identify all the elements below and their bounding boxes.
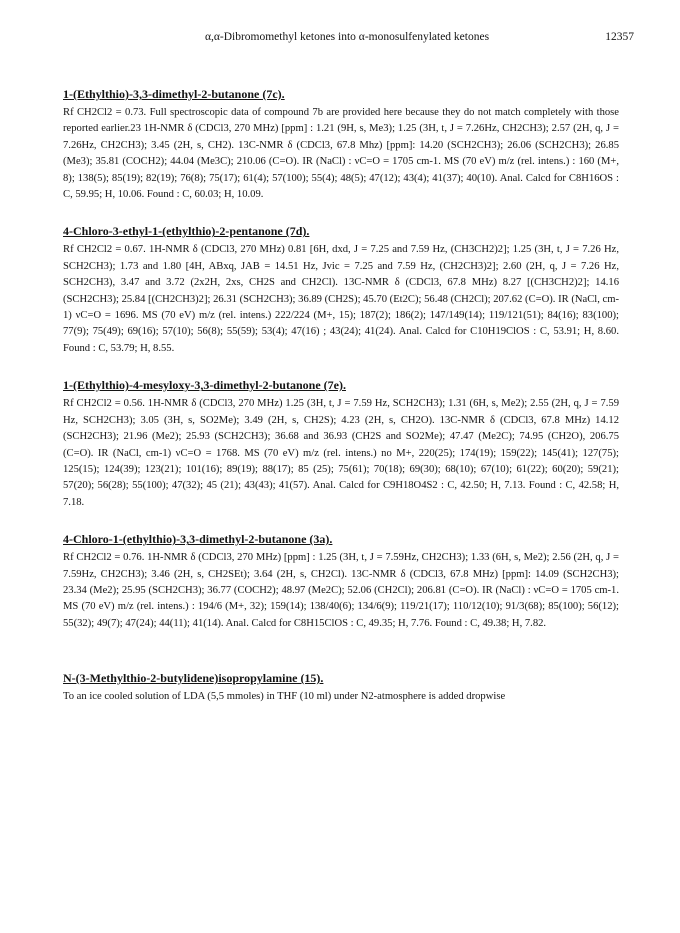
compound-heading: N-(3-Methylthio-2-butylidene)isopropylamine (15). [63,671,324,686]
page-number: 12357 [605,31,634,43]
experimental-body [63,86,619,726]
compound-heading: 1-(Ethylthio)-3,3-dimethyl-2-butanone (7c). [63,87,285,101]
compound-data-paragraph: Rf CH2Cl2 = 0.73. Full spectroscopic data of compound 7b are provided here because they do not match completely with those reported earlier.23 1H-NMR δ (CDCl3, 270 MHz) [ppm] : 1.21 (9H, s, Me3); 1.25 (3H, t, J = 7.26Hz, CH2CH3); 2.57 (2H, q, J = 7.26Hz, CH2CH3); 3.45 (2H, s, CH2). 13C-NMR δ (CDCl3, 67.8 Mhz) [ppm]: 14.20 (SCH2CH3); 26.06 (SCH2CH3); 26.85 (Me3); 35.81 (COCH2); 44.04 (Me3C); 210.06 (C=O). IR (NaCl) : νC=O = 1705 cm-1. MS (70 eV) m/z (rel. intens.) : 160 (M+, 8); 138(5); 85(19); 82(19); 76(8); 75(17); 61(4); 57(100); 55(4); 48(5); 47(12); 43(4); 41(37); 40(10). Anal. Calcd for C8H16OS : C, 59.95; H, 10.06. Found : C, 60.03; H, 10.09. [63,107,619,201]
compound-data-paragraph: Rf CH2Cl2 = 0.67. 1H-NMR δ (CDCl3, 270 MHz) 0.81 [6H, dxd, J = 7.25 and 7.59 Hz, (CH3CH2)2]; 1.25 (3H, t, J = 7.26 Hz, SCH2CH3); 1.73 and 1.80 [4H, ABxq, JAB = 14.51 Hz, Jvic = 7.25 and 7.59 Hz, (CH2CH3)2]; 2.60 (2H, q, J = 7.26 Hz, SCH2CH3), 3.47 and 3.72 (2x2H, 2xs, CH2S and CH2Cl). 13C-NMR δ (CDCl3, 67.8 MHz) 8.27 [(CH3CH2)2]; 14.16 (SCH2CH3); 25.84 [(CH2CH3)2]; 26.31 (SCH2CH3); 36.89 (CH2S); 45.70 (Et2C); 56.48 (CH2Cl); 207.62 (C=O). IR (NaCl, cm-1) νC=O = 1696. MS (70 eV) m/z (rel. intens.) 222/224 (M+, 15); 187(2); 186(2); 147/149(14); 119/121(51); 84(16); 83(100); 77(9); 75(49); 69(16); 57(10); 56(8); 55(59); 53(4); 47(16) ; 43(24); 41(24). Anal. Calcd for C10H19ClOS : C, 53.91; H, 8.60. Found : C, 53.79; H, 8.55. [63,244,619,354]
compound-entry-7d [63,223,619,357]
compound-data-paragraph: Rf CH2Cl2 = 0.76. 1H-NMR δ (CDCl3, 270 MHz) [ppm] : 1.25 (3H, t, J = 7.59Hz, CH2CH3); 1.33 (6H, s, Me2); 2.56 (2H, q, J = 7.59Hz, CH2CH3); 3.46 (2H, s, CH2SEt); 3.64 (2H, s, CH2Cl). 13C-NMR δ (CDCl3, 67.8 MHz) [ppm]: 14.09 (SCH2CH3); 23.34 (Me2); 25.95 (SCH2CH3); 36.77 (COCH2); 48.97 (Me2C); 52.06 (CH2Cl); 206.81 (C=O). IR (NaCl) : νC=O = 1705 cm-1. MS (70 eV) m/z (rel. intens.) : 194/6 (M+, 32); 159(14); 138/40(6); 134/6(9); 119/21(17); 110/12(10); 91/3(68); 85(100); 56(12); 55(32); 49(7); 47(24); 44(11); 41(14). Anal. Calcd for C8H15ClOS : C, 49.35; H, 7.76. Found : C, 49.38; H, 7.82. [63,552,619,629]
compound-heading: 1-(Ethylthio)-4-mesyloxy-3,3-dimethyl-2-butanone (7e). [63,378,346,393]
compound-heading: 4-Chloro-1-(ethylthio)-3,3-dimethyl-2-butanone (3a). [63,532,333,547]
running-title: α,α-Dibromomethyl ketones into α-monosulfenylated ketones [204,31,490,43]
compound-entry-3a [63,531,619,632]
compound-entry-7e [63,377,619,511]
running-head [60,31,634,49]
compound-data-paragraph: Rf CH2Cl2 = 0.56. 1H-NMR δ (CDCl3, 270 MHz) 1.25 (3H, t, J = 7.59 Hz, SCH2CH3); 1.31 (6H, s, Me2); 2.55 (2H, q, J = 7.59 Hz, SCH2CH3); 3.05 (3H, s, SO2Me); 3.49 (2H, s, CH2S); 4.23 (2H, s, CH2O). 13C-NMR δ (CDCl3, 67.8 MHz) 14.12 (SCH2CH3); 21.96 (Me2); 25.93 (SCH2CH3); 36.68 and 36.93 (CH2S and SO2Me); 47.47 (Me2C); 74.95 (CH2O), 206.75 (C=O). IR (NaCl, cm-1) νC=O = 1768. MS (70 eV) m/z (rel. intens.) no M+, 220(25); 174(19); 159(22); 145(41); 127(75); 125(15); 124(39); 123(21); 101(16); 89(19); 88(17); 85 (25); 75(61); 70(18); 69(30); 68(10); 67(10); 61(22); 60(20); 59(21); 57(20); 56(28); 55(100); 47(32); 45 (21); 43(43); 41(57). Anal. Calcd for C9H18O4S2 : C, 42.50; H, 7.13. Found : C, 42.58; H, 7.18. [63,398,619,508]
compound-heading: 4-Chloro-3-ethyl-1-(ethylthio)-2-pentanone (7d). [63,224,310,239]
compound-entry-15 [63,670,619,705]
procedure-paragraph: To an ice cooled solution of LDA (5,5 mmoles) in THF (10 ml) under N2-atmosphere is added dropwise [63,691,506,703]
compound-entry-7c [63,86,619,203]
